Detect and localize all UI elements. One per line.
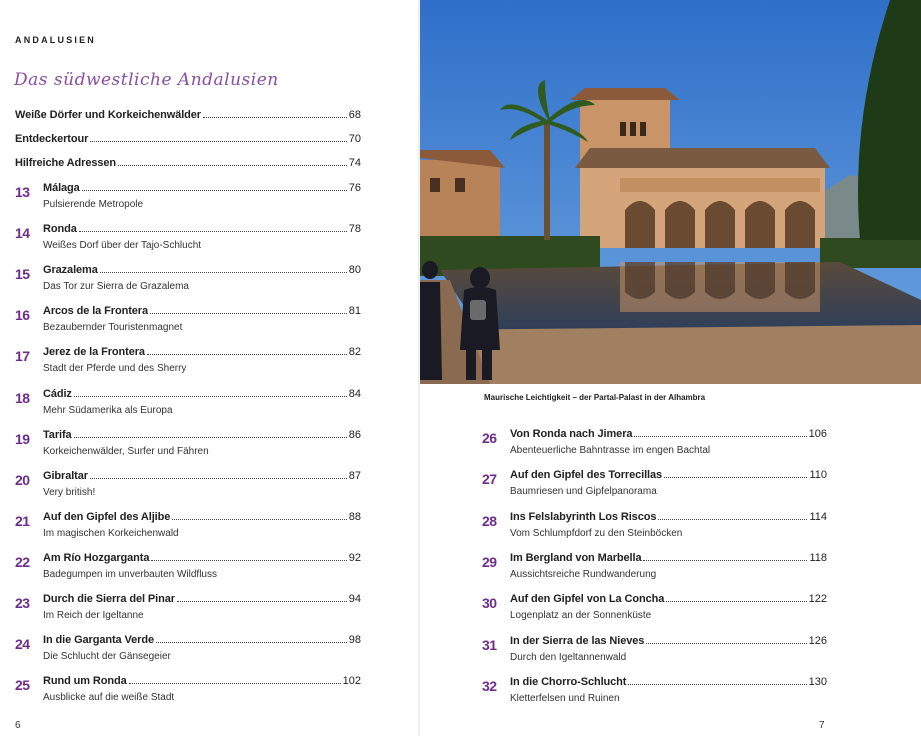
tour-page-number: 88 xyxy=(348,510,361,523)
tour-page-number: 94 xyxy=(348,593,361,605)
tour-page-number: 87 xyxy=(348,469,361,482)
tour-title-line xyxy=(43,346,361,358)
tour-title-line xyxy=(43,223,361,235)
tour-page-number: 80 xyxy=(348,264,361,277)
tour-page-number: 92 xyxy=(348,551,361,564)
photo-caption: Maurische Leichtigkeit – der Partal-Palast in der Alhambra xyxy=(484,393,706,402)
leader-dots xyxy=(643,560,807,561)
leader-dots xyxy=(90,478,347,479)
tour-entry[interactable] xyxy=(15,182,361,218)
toc-intro-row[interactable] xyxy=(15,133,361,145)
toc-page-number: 68 xyxy=(348,109,361,121)
tour-entry[interactable] xyxy=(15,593,361,629)
tour-title-line xyxy=(43,675,361,687)
page-number: 7 xyxy=(819,720,825,731)
tour-title-line xyxy=(43,470,361,482)
tour-title: In der Sierra de las Nieves xyxy=(510,634,645,647)
tour-subtitle: Durch den Igeltannenwald xyxy=(510,651,627,663)
toc-page-number: 70 xyxy=(348,133,361,145)
tour-title: Arcos de la Frontera xyxy=(43,305,148,318)
leader-dots xyxy=(151,560,346,561)
leader-dots xyxy=(90,141,346,142)
tour-title-line xyxy=(43,429,361,441)
leader-dots xyxy=(100,272,347,273)
tour-title-line xyxy=(510,428,827,440)
tour-number: 32 xyxy=(482,677,497,694)
toc-intro-title: Hilfreiche Adressen xyxy=(15,157,117,169)
tour-title: Grazalema xyxy=(43,264,98,277)
left-page xyxy=(0,0,420,736)
tour-title-line xyxy=(43,552,361,564)
tour-entry[interactable] xyxy=(482,676,827,712)
tour-title-line xyxy=(43,634,361,646)
tour-title-line xyxy=(510,511,827,523)
tour-subtitle: Das Tor zur Sierra de Grazalema xyxy=(43,281,189,293)
tour-number: 15 xyxy=(15,266,30,283)
tour-title: In die Garganta Verde xyxy=(43,634,154,647)
tour-number: 23 xyxy=(15,595,30,611)
tour-entry[interactable] xyxy=(15,511,361,547)
tour-number: 22 xyxy=(15,553,30,570)
tour-entry[interactable] xyxy=(482,428,827,464)
toc-intro-row[interactable] xyxy=(15,109,361,121)
leader-dots xyxy=(74,396,347,397)
running-head: ANDALUSIEN xyxy=(15,35,97,45)
tour-page-number: 126 xyxy=(808,634,827,647)
tour-number: 14 xyxy=(15,225,30,242)
tour-number: 26 xyxy=(482,430,497,446)
tour-entry[interactable] xyxy=(482,635,827,671)
tour-number: 24 xyxy=(15,636,30,653)
tour-entry[interactable] xyxy=(15,264,361,300)
leader-dots xyxy=(79,231,347,232)
tour-entry[interactable] xyxy=(15,675,361,711)
leader-dots xyxy=(177,601,347,602)
tour-subtitle: Stadt der Pferde und des Sherry xyxy=(43,363,187,375)
leader-dots xyxy=(634,436,806,437)
tour-subtitle: Badegumpen im unverbauten Wildfluss xyxy=(43,568,217,580)
tour-title: Tarifa xyxy=(43,428,72,441)
leader-dots xyxy=(147,354,347,355)
tour-title-line xyxy=(510,593,827,605)
tour-title: Am Río Hozgarganta xyxy=(43,551,150,564)
leader-dots xyxy=(628,684,806,685)
tour-title: In die Chorro-Schlucht xyxy=(510,675,627,688)
tour-title-line xyxy=(510,552,827,564)
tour-page-number: 110 xyxy=(809,469,827,482)
tour-title: Ronda xyxy=(43,223,77,236)
tour-page-number: 118 xyxy=(809,551,827,564)
tour-subtitle: Baumriesen und Gipfelpanorama xyxy=(510,486,657,498)
tour-title: Cádiz xyxy=(43,387,72,400)
leader-dots xyxy=(658,519,807,520)
tour-title: Gibraltar xyxy=(43,469,88,482)
tour-entry[interactable] xyxy=(15,634,361,670)
tour-subtitle: Aussichtsreiche Rundwanderung xyxy=(510,568,657,580)
tour-title: Auf den Gipfel des Aljibe xyxy=(43,510,171,523)
leader-dots xyxy=(118,165,347,166)
tour-number: 19 xyxy=(15,430,30,447)
tour-title: Durch die Sierra del Pinar xyxy=(43,593,175,605)
tour-title-line xyxy=(510,676,827,688)
tour-page-number: 84 xyxy=(348,387,361,400)
tour-number: 21 xyxy=(15,512,30,529)
toc-page-number: 74 xyxy=(348,157,361,169)
tour-page-number: 122 xyxy=(808,593,827,606)
tour-entry[interactable] xyxy=(15,305,361,341)
tour-title: Málaga xyxy=(43,182,80,194)
tour-subtitle: Logenplatz an der Sonnenküste xyxy=(510,610,652,622)
tour-title-line xyxy=(43,388,361,400)
tour-entry[interactable] xyxy=(15,223,361,259)
tour-number: 13 xyxy=(15,184,30,200)
leader-dots xyxy=(74,437,347,438)
tour-number: 31 xyxy=(482,636,497,653)
tour-entry[interactable] xyxy=(15,429,361,465)
tour-number: 29 xyxy=(482,553,497,570)
partal-palace-illustration xyxy=(420,0,921,384)
tour-subtitle: Ausblicke auf die weiße Stadt xyxy=(43,692,175,704)
tour-subtitle: Die Schlucht der Gänsegeier xyxy=(43,651,171,663)
leader-dots xyxy=(664,477,807,478)
leader-dots xyxy=(129,683,341,684)
tour-title-line xyxy=(43,264,361,276)
leader-dots xyxy=(666,601,806,602)
tour-entry[interactable] xyxy=(15,552,361,588)
tour-page-number: 82 xyxy=(348,346,361,359)
tour-title-line xyxy=(510,635,827,647)
tour-entry[interactable] xyxy=(15,470,361,506)
tour-entry[interactable] xyxy=(482,552,827,588)
tour-number: 16 xyxy=(15,307,30,324)
tour-title-line xyxy=(43,593,361,605)
leader-dots xyxy=(150,313,347,314)
leader-dots xyxy=(156,642,347,643)
tour-entry[interactable] xyxy=(482,511,827,547)
tour-title-line xyxy=(43,182,361,194)
tour-entry[interactable] xyxy=(15,388,361,424)
tour-entry[interactable] xyxy=(482,593,827,629)
tour-page-number: 81 xyxy=(348,305,361,318)
tour-page-number: 98 xyxy=(348,634,361,647)
tour-title: Auf den Gipfel des Torrecillas xyxy=(510,469,663,482)
section-title: Das südwestliche Andalusien xyxy=(14,70,279,90)
tour-title: Auf den Gipfel von La Concha xyxy=(510,593,665,606)
tour-entry[interactable] xyxy=(482,469,827,505)
tour-subtitle: Weißes Dorf über der Tajo-Schlucht xyxy=(43,240,202,252)
toc-intro-title: Entdeckertour xyxy=(15,133,89,145)
leader-dots xyxy=(646,643,806,644)
alhambra-partal-photo xyxy=(420,0,921,384)
tour-page-number: 78 xyxy=(348,223,361,236)
tour-page-number: 76 xyxy=(348,182,361,194)
leader-dots xyxy=(203,117,347,118)
tour-number: 18 xyxy=(15,389,30,406)
tour-page-number: 114 xyxy=(809,510,827,523)
tour-title: Rund um Ronda xyxy=(43,675,127,688)
tour-title-line xyxy=(43,305,361,317)
tour-subtitle: Im magischen Korkeichenwald xyxy=(43,527,179,539)
tour-number: 25 xyxy=(15,677,30,694)
tour-subtitle: Vom Schlumpfdorf zu den Steinböcken xyxy=(510,527,683,539)
tour-number: 30 xyxy=(482,595,497,612)
tour-number: 17 xyxy=(15,348,30,365)
toc-intro-title: Weiße Dörfer und Korkeichenwälder xyxy=(15,109,201,121)
tour-subtitle: Pulsierende Metropole xyxy=(43,199,144,210)
tour-title: Jerez de la Frontera xyxy=(43,346,145,359)
tour-subtitle: Kletterfelsen und Ruinen xyxy=(510,692,620,704)
tour-subtitle: Korkeichenwälder, Surfer und Fähren xyxy=(43,445,209,457)
tour-subtitle: Im Reich der Igeltanne xyxy=(43,610,144,621)
tour-subtitle: Bezaubernder Touristenmagnet xyxy=(43,322,183,334)
leader-dots xyxy=(172,519,346,520)
tour-title: Von Ronda nach Jimera xyxy=(510,428,633,440)
tour-page-number: 130 xyxy=(808,675,827,688)
tour-number: 28 xyxy=(482,512,497,529)
tour-page-number: 106 xyxy=(808,428,827,440)
tour-title: Ins Felslabyrinth Los Riscos xyxy=(510,510,657,523)
tour-subtitle: Mehr Südamerika als Europa xyxy=(43,404,173,416)
tour-page-number: 86 xyxy=(348,428,361,441)
tour-title: Im Bergland von Marbella xyxy=(510,551,642,564)
page-number: 6 xyxy=(15,720,21,731)
toc-intro-row[interactable] xyxy=(15,157,361,169)
leader-dots xyxy=(82,190,347,191)
tour-number: 27 xyxy=(482,471,497,488)
tour-number: 20 xyxy=(15,471,30,488)
tour-title-line xyxy=(510,469,827,481)
tour-subtitle: Very british! xyxy=(43,486,96,498)
tour-subtitle: Abenteuerliche Bahntrasse im engen Bachtal xyxy=(510,445,711,456)
tour-title-line xyxy=(43,511,361,523)
tour-page-number: 102 xyxy=(342,675,361,688)
tour-entry[interactable] xyxy=(15,346,361,382)
